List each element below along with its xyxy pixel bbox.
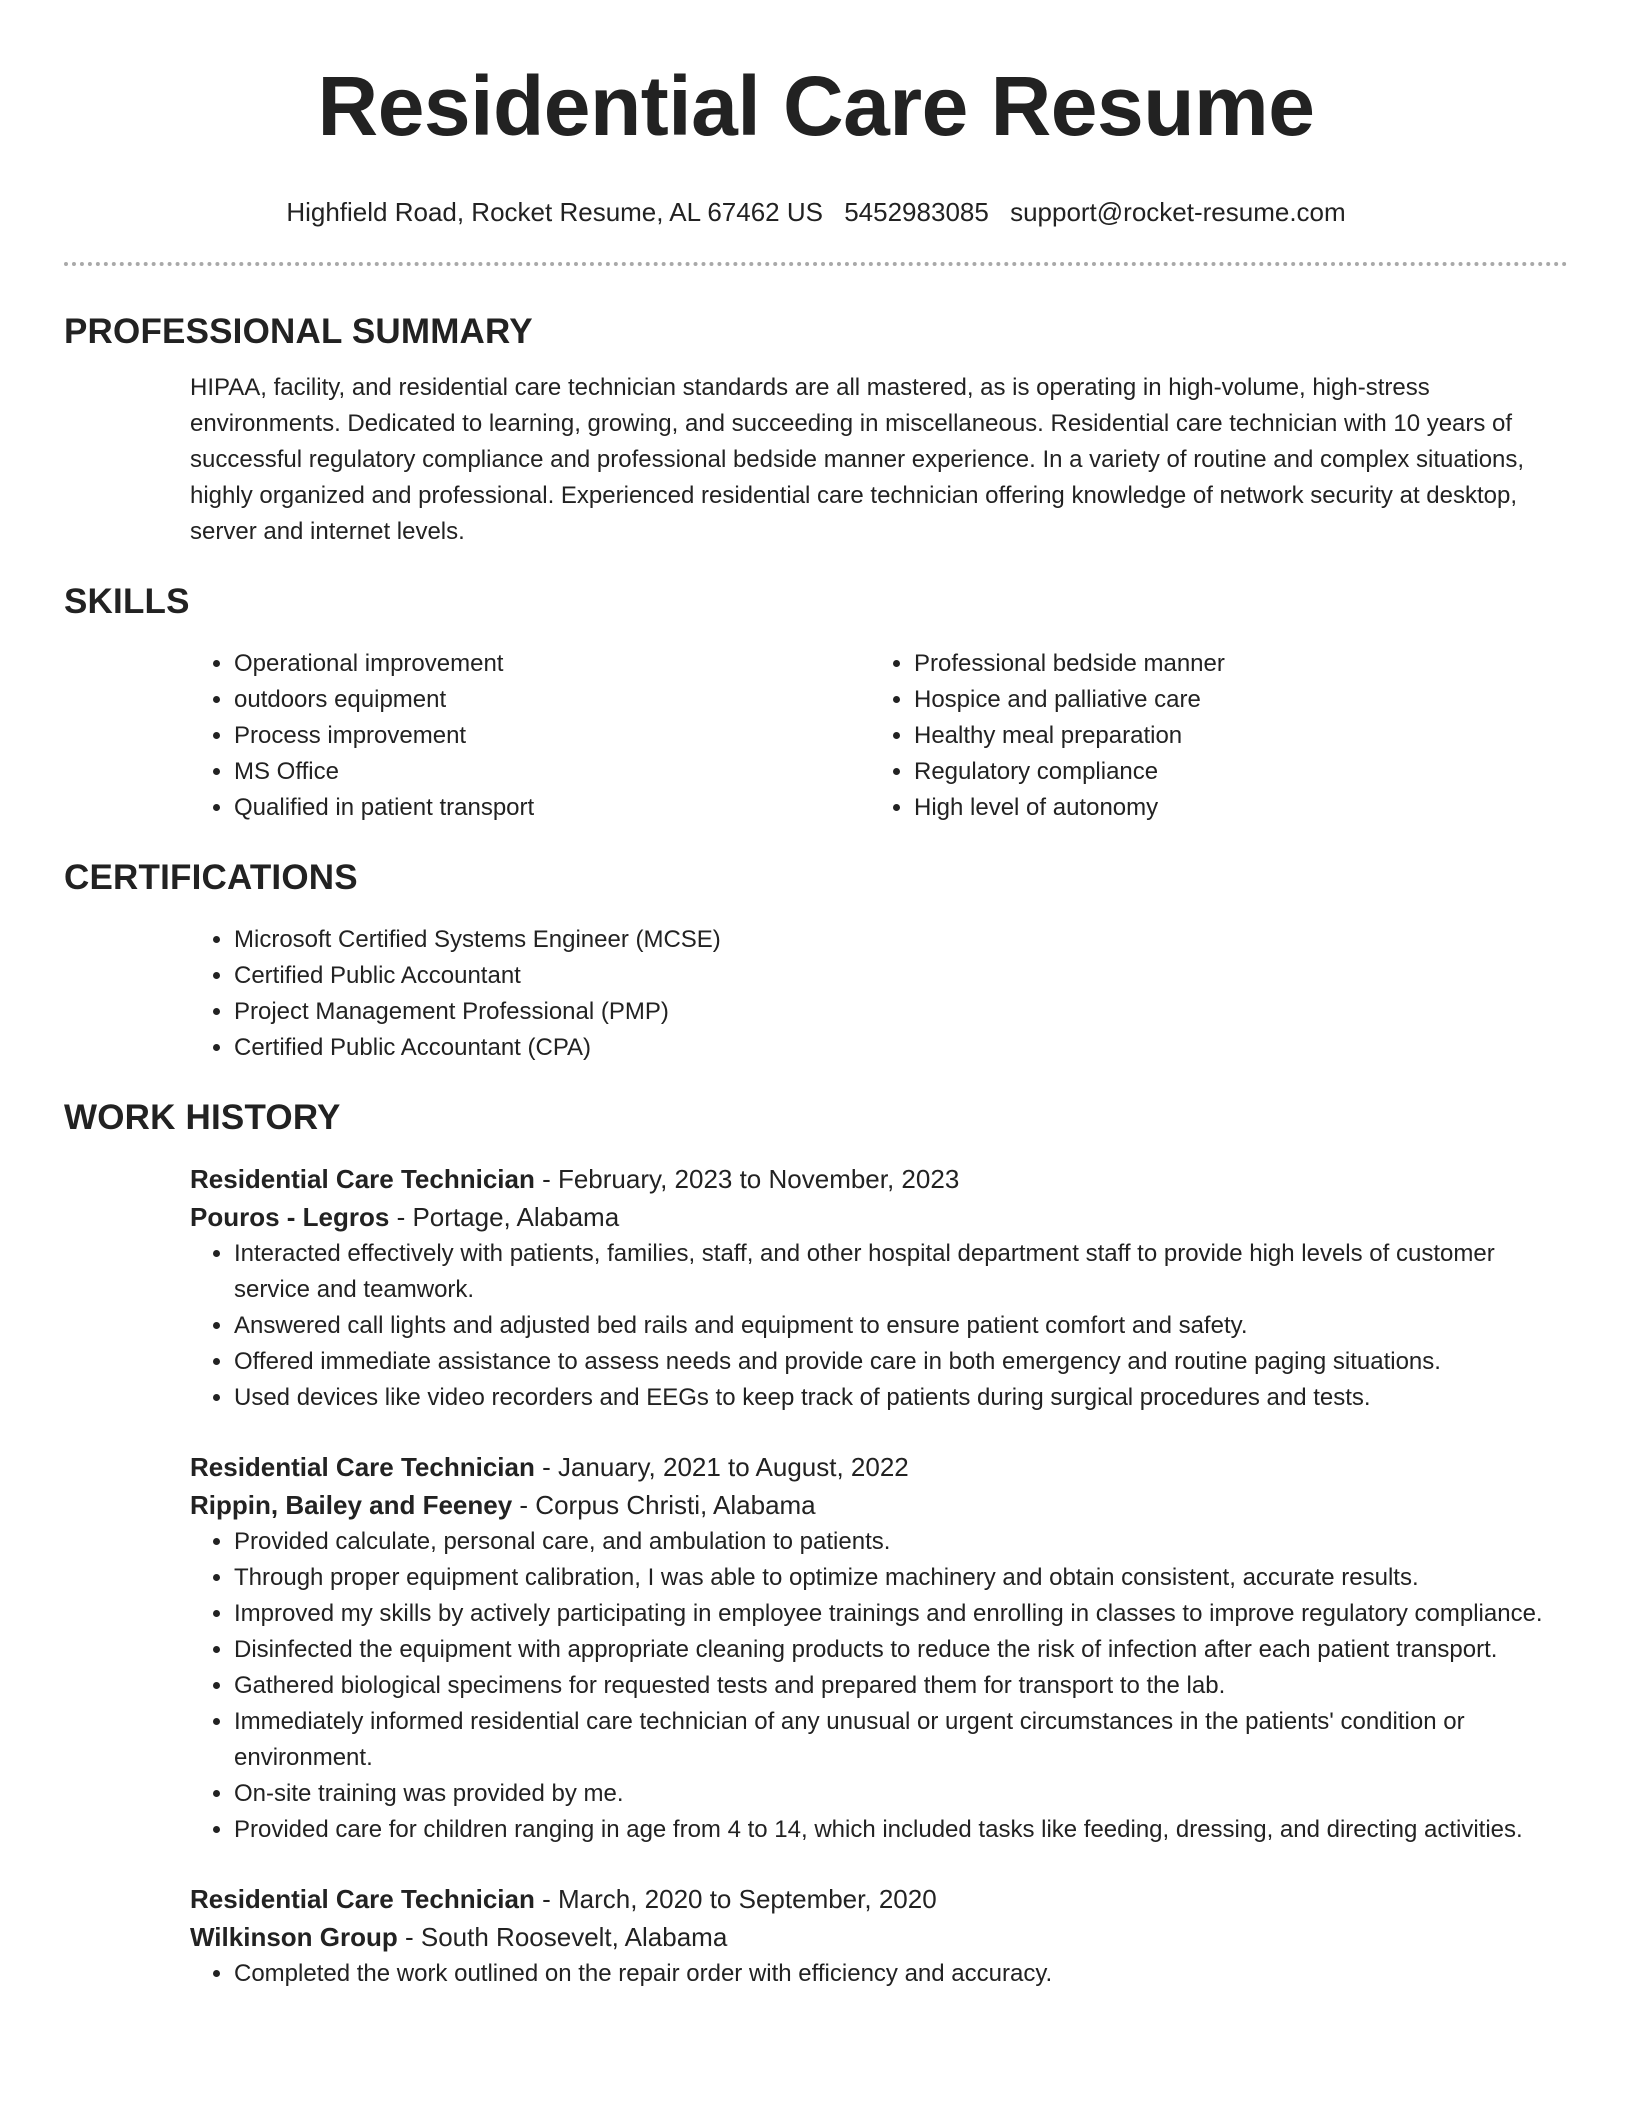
- job-duties: [190, 1956, 1568, 1992]
- skills-grid: [190, 646, 1568, 826]
- job-duty: • Improved my skills by actively participating in employee trainings and enrolling in classes to improve regulatory compliance.: [234, 1596, 1568, 1632]
- skill-item: • Regulatory compliance: [914, 754, 1550, 790]
- skill-item: • High level of autonomy: [914, 790, 1550, 826]
- certifications-heading: CERTIFICATIONS: [64, 858, 358, 897]
- job-location: - South Roosevelt, Alabama: [397, 1922, 728, 1952]
- job-company-line: [190, 1198, 1568, 1236]
- job-duty: • Provided care for children ranging in age from 4 to 14, which included tasks like feeding, dressing, and directing activities.: [234, 1812, 1568, 1848]
- skills-column-right: [870, 646, 1550, 826]
- job-duty: • Immediately informed residential care technician of any unusual or urgent circumstances in the patients' condition or environment.: [234, 1704, 1568, 1776]
- job-dates: - February, 2023 to November, 2023: [534, 1164, 960, 1194]
- job-duty: • Interacted effectively with patients, families, staff, and other hospital department staff to provide high levels of customer service and teamwork.: [234, 1236, 1568, 1308]
- job-company: Rippin, Bailey and Feeney: [190, 1490, 513, 1520]
- skills-heading: SKILLS: [64, 582, 190, 621]
- certification-item: • Certified Public Accountant (CPA): [234, 1030, 1568, 1066]
- skill-item: • MS Office: [234, 754, 870, 790]
- job-entry: [190, 1448, 1568, 1848]
- summary-heading: PROFESSIONAL SUMMARY: [64, 312, 533, 351]
- job-duty: • Gathered biological specimens for requested tests and prepared them for transport to the lab.: [234, 1668, 1568, 1704]
- skill-item: • Hospice and palliative care: [914, 682, 1550, 718]
- job-location: - Corpus Christi, Alabama: [512, 1490, 816, 1520]
- job-duty: • Used devices like video recorders and EEGs to keep track of patients during surgical procedures and tests.: [234, 1380, 1568, 1416]
- job-duty: • Provided calculate, personal care, and ambulation to patients.: [234, 1524, 1568, 1560]
- job-dates: - March, 2020 to September, 2020: [534, 1884, 937, 1914]
- resume-title: Residential Care Resume: [317, 59, 1315, 153]
- skill-item: • Qualified in patient transport: [234, 790, 870, 826]
- job-entry: [190, 1880, 1568, 1992]
- job-duty: • Offered immediate assistance to assess needs and provide care in both emergency and routine paging situations.: [234, 1344, 1568, 1380]
- job-duty: • Completed the work outlined on the repair order with efficiency and accuracy.: [234, 1956, 1568, 1992]
- job-company-line: [190, 1918, 1568, 1956]
- job-title-line: [190, 1880, 1568, 1918]
- job-duty: • On-site training was provided by me.: [234, 1776, 1568, 1812]
- contact-address: Highfield Road, Rocket Resume, AL 67462 US: [286, 197, 823, 227]
- work-history-heading: WORK HISTORY: [64, 1098, 341, 1137]
- skill-item: • Healthy meal preparation: [914, 718, 1550, 754]
- job-duty: • Answered call lights and adjusted bed rails and equipment to ensure patient comfort and safety.: [234, 1308, 1568, 1344]
- job-dates: - January, 2021 to August, 2022: [534, 1452, 909, 1482]
- job-location: - Portage, Alabama: [389, 1202, 620, 1232]
- job-role: Residential Care Technician: [190, 1164, 535, 1194]
- header-divider: [64, 262, 1568, 266]
- certification-item: • Microsoft Certified Systems Engineer (MCSE): [234, 922, 1568, 958]
- skill-item: • Process improvement: [234, 718, 870, 754]
- certification-item: • Certified Public Accountant: [234, 958, 1568, 994]
- contact-line: [64, 196, 1568, 228]
- certification-item: • Project Management Professional (PMP): [234, 994, 1568, 1030]
- contact-phone: 5452983085: [844, 197, 989, 227]
- job-title-line: [190, 1448, 1568, 1486]
- job-title-line: [190, 1160, 1568, 1198]
- job-role: Residential Care Technician: [190, 1452, 535, 1482]
- contact-email: support@rocket-resume.com: [1010, 197, 1346, 227]
- job-company: Wilkinson Group: [190, 1922, 398, 1952]
- skill-item: • Operational improvement: [234, 646, 870, 682]
- summary-text: HIPAA, facility, and residential care technician standards are all mastered, as is operating in high-volume, high-stress environments. Dedicated to learning, growing, and succeeding in miscellaneous. Residential care technician with 10 years of successful regulatory compliance and professional bedside manner experience. In a variety of routine and complex situations, highly organized and professional. Experienced residential care technician offering knowledge of network security at desktop, server and internet levels.: [190, 374, 1525, 545]
- job-duty: • Through proper equipment calibration, I was able to optimize machinery and obtain consistent, accurate results.: [234, 1560, 1568, 1596]
- skills-column-left: [190, 646, 870, 826]
- job-duty: • Disinfected the equipment with appropriate cleaning products to reduce the risk of infection after each patient transport.: [234, 1632, 1568, 1668]
- skill-item: • outdoors equipment: [234, 682, 870, 718]
- job-company-line: [190, 1486, 1568, 1524]
- work-history-list: [190, 1160, 1568, 1992]
- job-entry: [190, 1160, 1568, 1416]
- skill-item: • Professional bedside manner: [914, 646, 1550, 682]
- job-duties: [190, 1524, 1568, 1848]
- job-role: Residential Care Technician: [190, 1884, 535, 1914]
- certifications-list: [190, 922, 1568, 1066]
- job-duties: [190, 1236, 1568, 1416]
- job-company: Pouros - Legros: [190, 1202, 390, 1232]
